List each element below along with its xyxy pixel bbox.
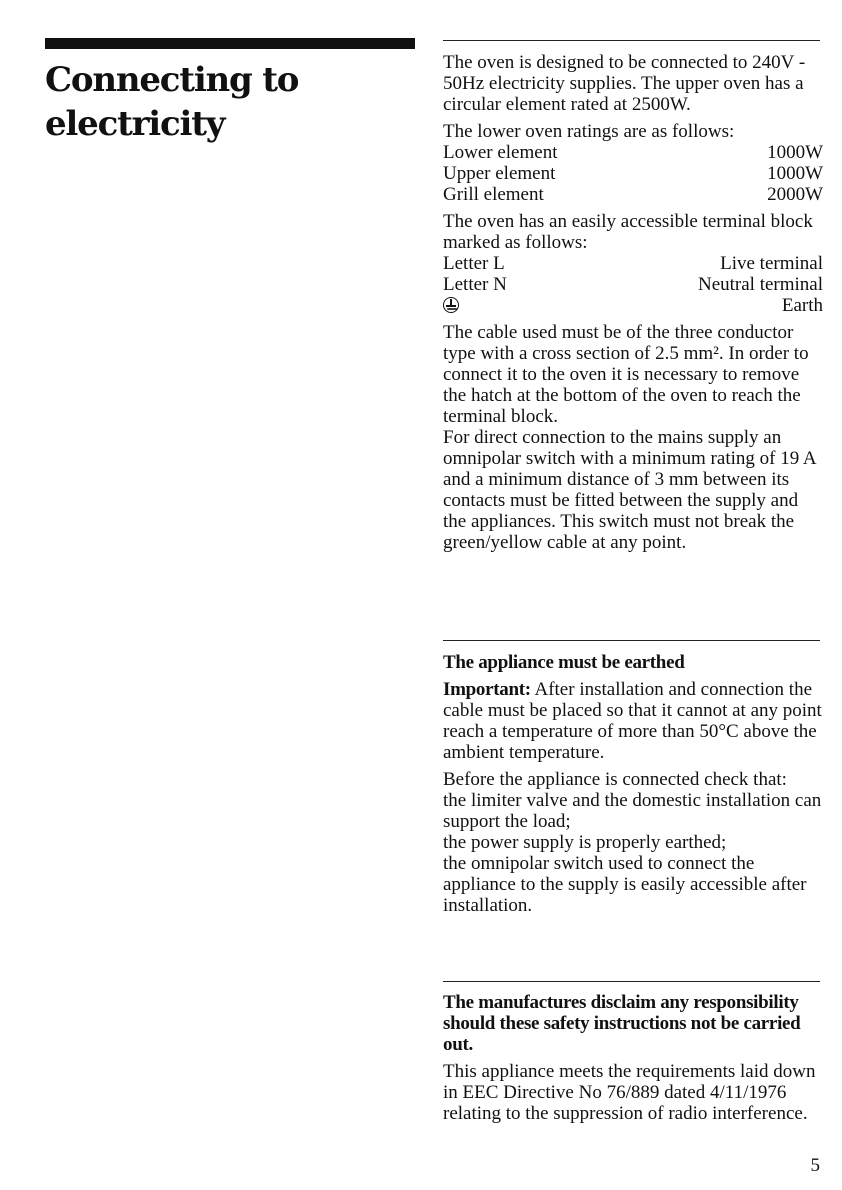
page-title-line-1: Connecting to <box>45 60 299 100</box>
terminal-row <box>443 295 823 316</box>
important-label: Important: <box>443 679 531 700</box>
disclaimer-heading: The manufactures disclaim any responsibility should these safety instructions not be carried out. <box>443 992 801 1055</box>
rating-value: 2000W <box>767 184 823 205</box>
rating-label: Grill element <box>443 184 544 205</box>
important-paragraph <box>443 679 823 763</box>
page-title <box>45 58 425 146</box>
switch-paragraph: For direct connection to the mains supply an omnipolar switch with a minimum rating of 19 A and a minimum distance of 3 mm between its contacts must be fitted between the supply and the appliances. This switch must not break the green/yellow cable at any point. <box>443 427 816 553</box>
rating-row <box>443 163 823 184</box>
rating-value: 1000W <box>767 142 823 163</box>
section-divider <box>443 640 820 641</box>
terminal-value: Neutral terminal <box>697 274 823 295</box>
terminal-label: Letter N <box>443 274 507 295</box>
check-item: the limiter valve and the domestic installation can support the load; <box>443 790 822 832</box>
check-intro: Before the appliance is connected check that: <box>443 769 787 790</box>
section-earthing <box>443 652 823 916</box>
terminal-value: Earth <box>781 295 823 316</box>
rating-row <box>443 184 823 205</box>
check-item: the omnipolar switch used to connect the appliance to the supply is easily accessible after installation. <box>443 853 807 916</box>
check-item: the power supply is properly earthed; <box>443 832 727 853</box>
terminal-row <box>443 274 823 295</box>
supply-paragraph: The oven is designed to be connected to 240V - 50Hz electricity supplies. The upper oven has a circular element rated at 2500W. <box>443 52 806 115</box>
section-divider <box>443 981 820 982</box>
directive-paragraph: This appliance meets the requirements laid down in EEC Directive No 76/889 dated 4/11/1976 relating to the suppression of radio interference. <box>443 1061 816 1124</box>
section-divider <box>443 40 820 41</box>
rating-label: Upper element <box>443 163 556 184</box>
terminal-row <box>443 253 823 274</box>
earth-icon <box>443 297 459 313</box>
terminal-intro: The oven has an easily accessible terminal block marked as follows: <box>443 211 813 253</box>
rating-value: 1000W <box>767 163 823 184</box>
earthing-heading: The appliance must be earthed <box>443 652 685 673</box>
heading-bar <box>45 38 415 49</box>
terminal-label <box>443 295 782 316</box>
rating-row <box>443 142 823 163</box>
section-disclaimer <box>443 992 823 1124</box>
ratings-intro: The lower oven ratings are as follows: <box>443 121 735 142</box>
page-title-line-2: electricity <box>45 104 225 144</box>
terminal-label: Letter L <box>443 253 505 274</box>
rating-label: Lower element <box>443 142 558 163</box>
cable-paragraph: The cable used must be of the three conductor type with a cross section of 2.5 mm². In order to connect it to the oven it is necessary to remove the hatch at the bottom of the oven to reach the terminal block. <box>443 322 809 427</box>
important-text: After installation and connection the cable must be placed so that it cannot at any point reach a temperature of more than 50°C above the ambient temperature. <box>443 679 822 763</box>
section-electricity-supply <box>443 52 823 553</box>
page-number: 5 <box>810 1155 820 1176</box>
terminal-value: Live terminal <box>720 253 823 274</box>
